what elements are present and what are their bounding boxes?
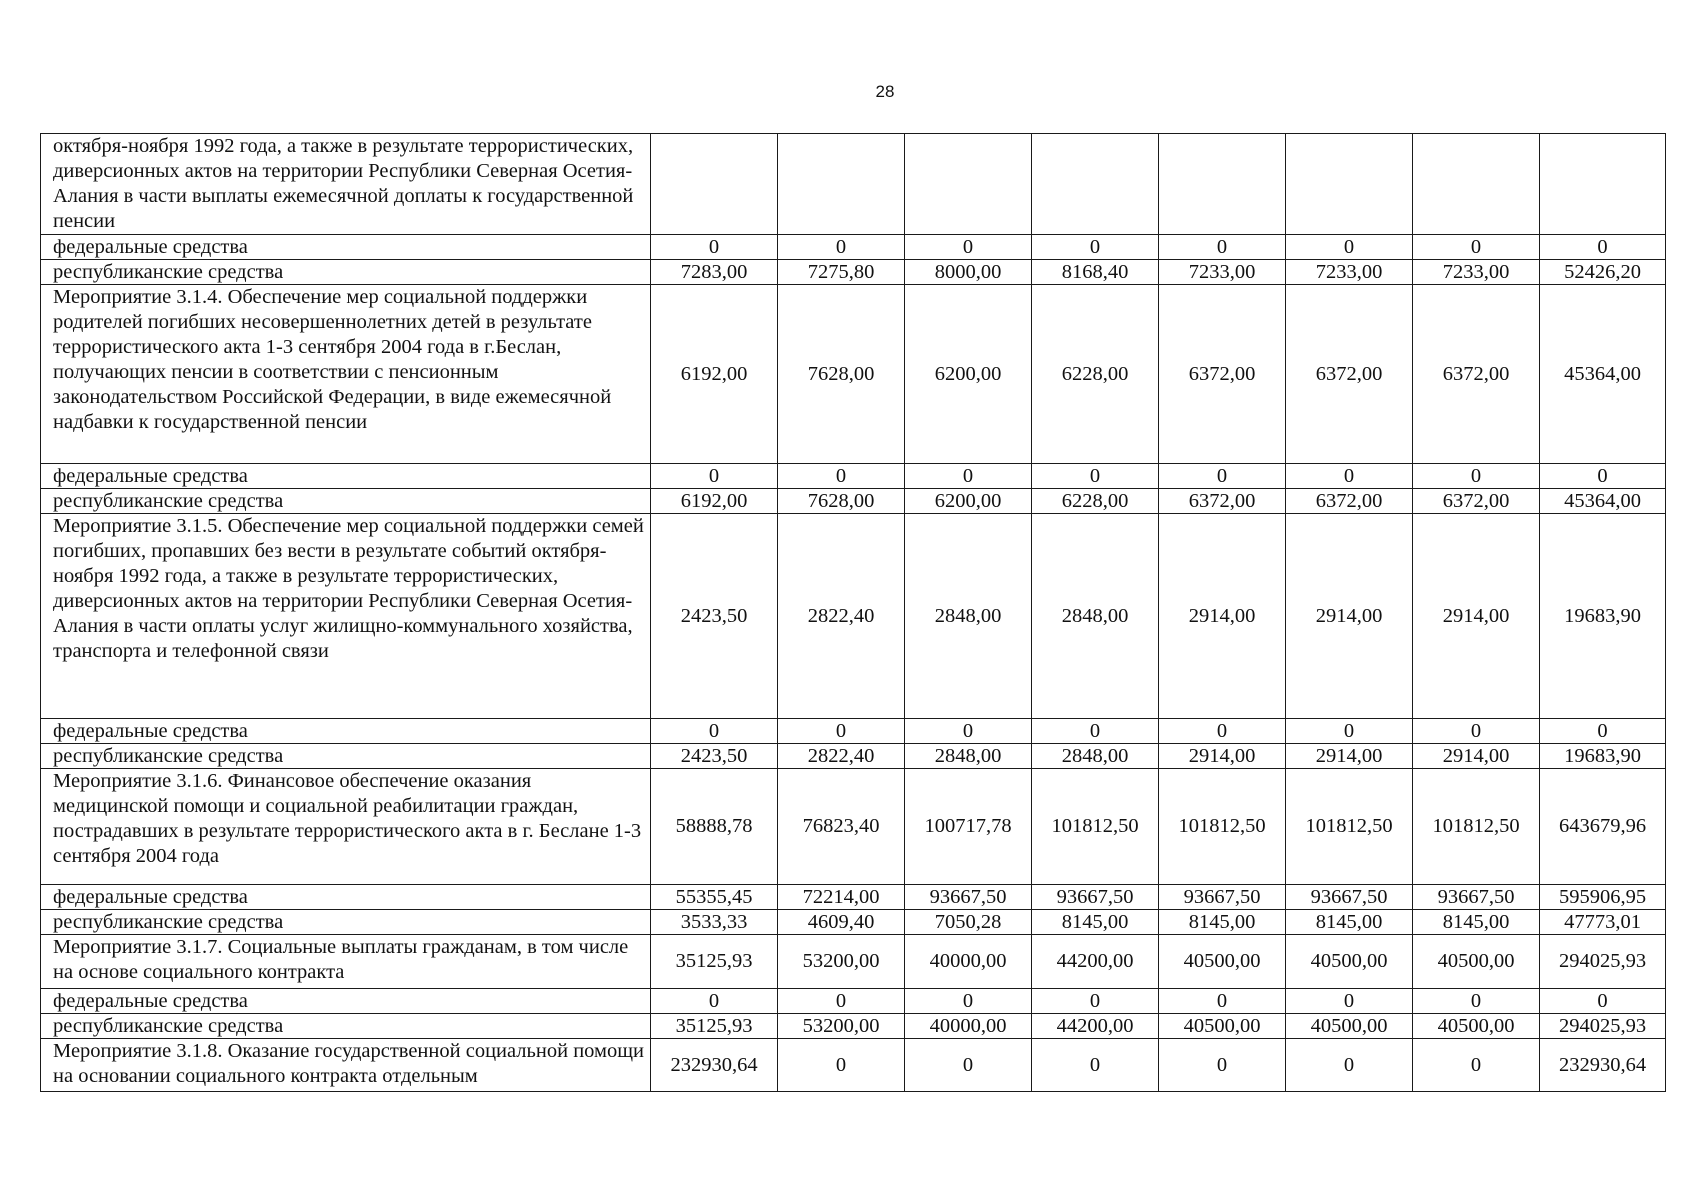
year-value-cell: 0 bbox=[1159, 464, 1286, 489]
funding-source-label: федеральные средства bbox=[41, 235, 651, 260]
year-value-cell: 72214,00 bbox=[778, 885, 905, 910]
year-value-cell: 6372,00 bbox=[1286, 489, 1413, 514]
year-value-cell: 6372,00 bbox=[1413, 285, 1540, 464]
year-value-cell: 0 bbox=[778, 989, 905, 1014]
measure-description: Мероприятие 3.1.7. Социальные выплаты гражданам, в том числе на основе социального контракта bbox=[41, 935, 651, 989]
year-value-cell: 0 bbox=[651, 464, 778, 489]
total-value-cell: 47773,01 bbox=[1540, 910, 1666, 935]
year-value-cell: 2914,00 bbox=[1159, 744, 1286, 769]
measure-description: Мероприятие 3.1.6. Финансовое обеспечение оказания медицинской помощи и социальной реабилитации граждан, пострадавших в результате террористического акта в г. Беслане 1-3 сентября 2004 года bbox=[41, 769, 651, 885]
total-value-cell: 0 bbox=[1540, 989, 1666, 1014]
year-value-cell: 40500,00 bbox=[1413, 1014, 1540, 1039]
year-value-cell bbox=[1286, 134, 1413, 235]
total-value-cell: 45364,00 bbox=[1540, 489, 1666, 514]
year-value-cell: 0 bbox=[905, 464, 1032, 489]
measure-description: Мероприятие 3.1.8. Оказание государственной социальной помощи на основании социального контракта отдельным bbox=[41, 1039, 651, 1092]
year-value-cell: 0 bbox=[1159, 1039, 1286, 1092]
year-value-cell: 40000,00 bbox=[905, 935, 1032, 989]
year-value-cell: 6200,00 bbox=[905, 489, 1032, 514]
year-value-cell: 40500,00 bbox=[1159, 935, 1286, 989]
year-value-cell: 0 bbox=[1286, 719, 1413, 744]
year-value-cell: 0 bbox=[1032, 1039, 1159, 1092]
funding-source-label: федеральные средства bbox=[41, 464, 651, 489]
continued-row bbox=[41, 134, 1666, 235]
funding-source-label: федеральные средства bbox=[41, 989, 651, 1014]
year-value-cell: 0 bbox=[1286, 235, 1413, 260]
year-value-cell: 6228,00 bbox=[1032, 285, 1159, 464]
year-value-cell: 93667,50 bbox=[905, 885, 1032, 910]
year-value-cell: 0 bbox=[1159, 719, 1286, 744]
funding-source-row bbox=[41, 910, 1666, 935]
year-value-cell: 0 bbox=[651, 719, 778, 744]
year-value-cell: 40500,00 bbox=[1286, 1014, 1413, 1039]
budget-table-body bbox=[41, 134, 1666, 1092]
year-value-cell: 7275,80 bbox=[778, 260, 905, 285]
year-value-cell: 0 bbox=[1413, 1039, 1540, 1092]
year-value-cell: 0 bbox=[1286, 989, 1413, 1014]
year-value-cell: 0 bbox=[1159, 989, 1286, 1014]
funding-source-row bbox=[41, 489, 1666, 514]
year-value-cell bbox=[1413, 134, 1540, 235]
year-value-cell: 2423,50 bbox=[651, 744, 778, 769]
total-value-cell bbox=[1540, 134, 1666, 235]
year-value-cell bbox=[905, 134, 1032, 235]
year-value-cell: 53200,00 bbox=[778, 1014, 905, 1039]
funding-source-row bbox=[41, 260, 1666, 285]
year-value-cell: 40500,00 bbox=[1159, 1014, 1286, 1039]
year-value-cell: 7233,00 bbox=[1286, 260, 1413, 285]
year-value-cell: 101812,50 bbox=[1032, 769, 1159, 885]
total-value-cell: 294025,93 bbox=[1540, 1014, 1666, 1039]
year-value-cell: 0 bbox=[778, 719, 905, 744]
year-value-cell: 0 bbox=[905, 235, 1032, 260]
year-value-cell: 7628,00 bbox=[778, 489, 905, 514]
year-value-cell bbox=[651, 134, 778, 235]
total-value-cell: 0 bbox=[1540, 719, 1666, 744]
year-value-cell bbox=[778, 134, 905, 235]
year-value-cell: 55355,45 bbox=[651, 885, 778, 910]
total-value-cell: 643679,96 bbox=[1540, 769, 1666, 885]
year-value-cell: 93667,50 bbox=[1286, 885, 1413, 910]
measure-row bbox=[41, 514, 1666, 719]
total-value-cell: 0 bbox=[1540, 464, 1666, 489]
year-value-cell: 0 bbox=[1032, 989, 1159, 1014]
year-value-cell: 93667,50 bbox=[1413, 885, 1540, 910]
year-value-cell: 0 bbox=[1032, 719, 1159, 744]
year-value-cell: 7050,28 bbox=[905, 910, 1032, 935]
year-value-cell: 2914,00 bbox=[1159, 514, 1286, 719]
year-value-cell: 6192,00 bbox=[651, 285, 778, 464]
year-value-cell: 8000,00 bbox=[905, 260, 1032, 285]
year-value-cell: 7233,00 bbox=[1159, 260, 1286, 285]
funding-source-row bbox=[41, 1014, 1666, 1039]
year-value-cell: 2423,50 bbox=[651, 514, 778, 719]
funding-source-row bbox=[41, 719, 1666, 744]
year-value-cell: 7628,00 bbox=[778, 285, 905, 464]
measure-description: Мероприятие 3.1.5. Обеспечение мер социальной поддержки семей погибших, пропавших без вести в результате событий октября-ноября 1992 года, а также в результате террористических, диверсионных актов на территории Республики Северная Осетия-Алания в части оплаты услуг жилищно-коммунального хозяйства, транспорта и телефонной связи bbox=[41, 514, 651, 719]
year-value-cell: 2914,00 bbox=[1413, 514, 1540, 719]
measure-row bbox=[41, 1039, 1666, 1092]
year-value-cell: 0 bbox=[905, 1039, 1032, 1092]
year-value-cell: 2914,00 bbox=[1286, 744, 1413, 769]
year-value-cell: 6200,00 bbox=[905, 285, 1032, 464]
year-value-cell: 101812,50 bbox=[1286, 769, 1413, 885]
funding-source-label: республиканские средства bbox=[41, 489, 651, 514]
year-value-cell: 0 bbox=[1032, 235, 1159, 260]
year-value-cell: 6372,00 bbox=[1159, 285, 1286, 464]
year-value-cell: 0 bbox=[905, 989, 1032, 1014]
funding-source-label: республиканские средства bbox=[41, 1014, 651, 1039]
year-value-cell: 101812,50 bbox=[1413, 769, 1540, 885]
funding-source-label: республиканские средства bbox=[41, 260, 651, 285]
measure-row bbox=[41, 769, 1666, 885]
year-value-cell: 76823,40 bbox=[778, 769, 905, 885]
funding-source-row bbox=[41, 744, 1666, 769]
year-value-cell: 8145,00 bbox=[1413, 910, 1540, 935]
year-value-cell: 0 bbox=[1159, 235, 1286, 260]
year-value-cell: 0 bbox=[1032, 464, 1159, 489]
funding-source-row bbox=[41, 885, 1666, 910]
year-value-cell: 8145,00 bbox=[1286, 910, 1413, 935]
year-value-cell: 0 bbox=[651, 235, 778, 260]
total-value-cell: 19683,90 bbox=[1540, 514, 1666, 719]
funding-source-row bbox=[41, 464, 1666, 489]
funding-source-row bbox=[41, 989, 1666, 1014]
year-value-cell: 53200,00 bbox=[778, 935, 905, 989]
year-value-cell: 0 bbox=[905, 719, 1032, 744]
year-value-cell: 93667,50 bbox=[1159, 885, 1286, 910]
year-value-cell: 0 bbox=[1286, 1039, 1413, 1092]
year-value-cell: 0 bbox=[778, 1039, 905, 1092]
funding-source-row bbox=[41, 235, 1666, 260]
year-value-cell: 6372,00 bbox=[1159, 489, 1286, 514]
measure-description: Мероприятие 3.1.4. Обеспечение мер социальной поддержки родителей погибших несовершеннолетних детей в результате террористического акта 1-3 сентября 2004 года в г.Беслан, получающих пенсии в соответствии с пенсионным законодательством Российской Федерации, в виде ежемесячной надбавки к государственной пенсии bbox=[41, 285, 651, 464]
total-value-cell: 0 bbox=[1540, 235, 1666, 260]
year-value-cell: 35125,93 bbox=[651, 1014, 778, 1039]
year-value-cell: 2848,00 bbox=[905, 744, 1032, 769]
page-number: 28 bbox=[875, 82, 895, 101]
year-value-cell: 44200,00 bbox=[1032, 1014, 1159, 1039]
year-value-cell: 2848,00 bbox=[905, 514, 1032, 719]
year-value-cell: 3533,33 bbox=[651, 910, 778, 935]
year-value-cell bbox=[1159, 134, 1286, 235]
year-value-cell: 6192,00 bbox=[651, 489, 778, 514]
year-value-cell: 232930,64 bbox=[651, 1039, 778, 1092]
year-value-cell: 8145,00 bbox=[1032, 910, 1159, 935]
year-value-cell: 2848,00 bbox=[1032, 514, 1159, 719]
year-value-cell: 44200,00 bbox=[1032, 935, 1159, 989]
year-value-cell: 2822,40 bbox=[778, 744, 905, 769]
year-value-cell: 0 bbox=[1413, 464, 1540, 489]
year-value-cell: 0 bbox=[1413, 989, 1540, 1014]
year-value-cell: 101812,50 bbox=[1159, 769, 1286, 885]
year-value-cell: 0 bbox=[778, 464, 905, 489]
year-value-cell: 2914,00 bbox=[1413, 744, 1540, 769]
year-value-cell: 40500,00 bbox=[1413, 935, 1540, 989]
year-value-cell: 8145,00 bbox=[1159, 910, 1286, 935]
year-value-cell: 0 bbox=[778, 235, 905, 260]
year-value-cell: 4609,40 bbox=[778, 910, 905, 935]
funding-source-label: федеральные средства bbox=[41, 885, 651, 910]
year-value-cell: 8168,40 bbox=[1032, 260, 1159, 285]
funding-source-label: республиканские средства bbox=[41, 910, 651, 935]
year-value-cell: 7233,00 bbox=[1413, 260, 1540, 285]
year-value-cell: 0 bbox=[651, 989, 778, 1014]
year-value-cell: 2914,00 bbox=[1286, 514, 1413, 719]
total-value-cell: 45364,00 bbox=[1540, 285, 1666, 464]
total-value-cell: 232930,64 bbox=[1540, 1039, 1666, 1092]
year-value-cell: 40500,00 bbox=[1286, 935, 1413, 989]
total-value-cell: 294025,93 bbox=[1540, 935, 1666, 989]
funding-source-label: республиканские средства bbox=[41, 744, 651, 769]
measure-row bbox=[41, 935, 1666, 989]
total-value-cell: 52426,20 bbox=[1540, 260, 1666, 285]
year-value-cell: 2822,40 bbox=[778, 514, 905, 719]
budget-table bbox=[40, 133, 1666, 1092]
year-value-cell: 35125,93 bbox=[651, 935, 778, 989]
year-value-cell: 0 bbox=[1286, 464, 1413, 489]
measure-row bbox=[41, 285, 1666, 464]
total-value-cell: 595906,95 bbox=[1540, 885, 1666, 910]
year-value-cell: 0 bbox=[1413, 719, 1540, 744]
year-value-cell: 6228,00 bbox=[1032, 489, 1159, 514]
year-value-cell: 7283,00 bbox=[651, 260, 778, 285]
year-value-cell bbox=[1032, 134, 1159, 235]
funding-source-label: федеральные средства bbox=[41, 719, 651, 744]
year-value-cell: 0 bbox=[1413, 235, 1540, 260]
year-value-cell: 58888,78 bbox=[651, 769, 778, 885]
year-value-cell: 2848,00 bbox=[1032, 744, 1159, 769]
year-value-cell: 93667,50 bbox=[1032, 885, 1159, 910]
year-value-cell: 6372,00 bbox=[1413, 489, 1540, 514]
year-value-cell: 6372,00 bbox=[1286, 285, 1413, 464]
year-value-cell: 40000,00 bbox=[905, 1014, 1032, 1039]
year-value-cell: 100717,78 bbox=[905, 769, 1032, 885]
measure-description: октября-ноября 1992 года, а также в результате террористических, диверсионных актов на территории Республики Северная Осетия-Алания в части выплаты ежемесячной доплаты к государственной пенсии bbox=[41, 134, 651, 235]
total-value-cell: 19683,90 bbox=[1540, 744, 1666, 769]
